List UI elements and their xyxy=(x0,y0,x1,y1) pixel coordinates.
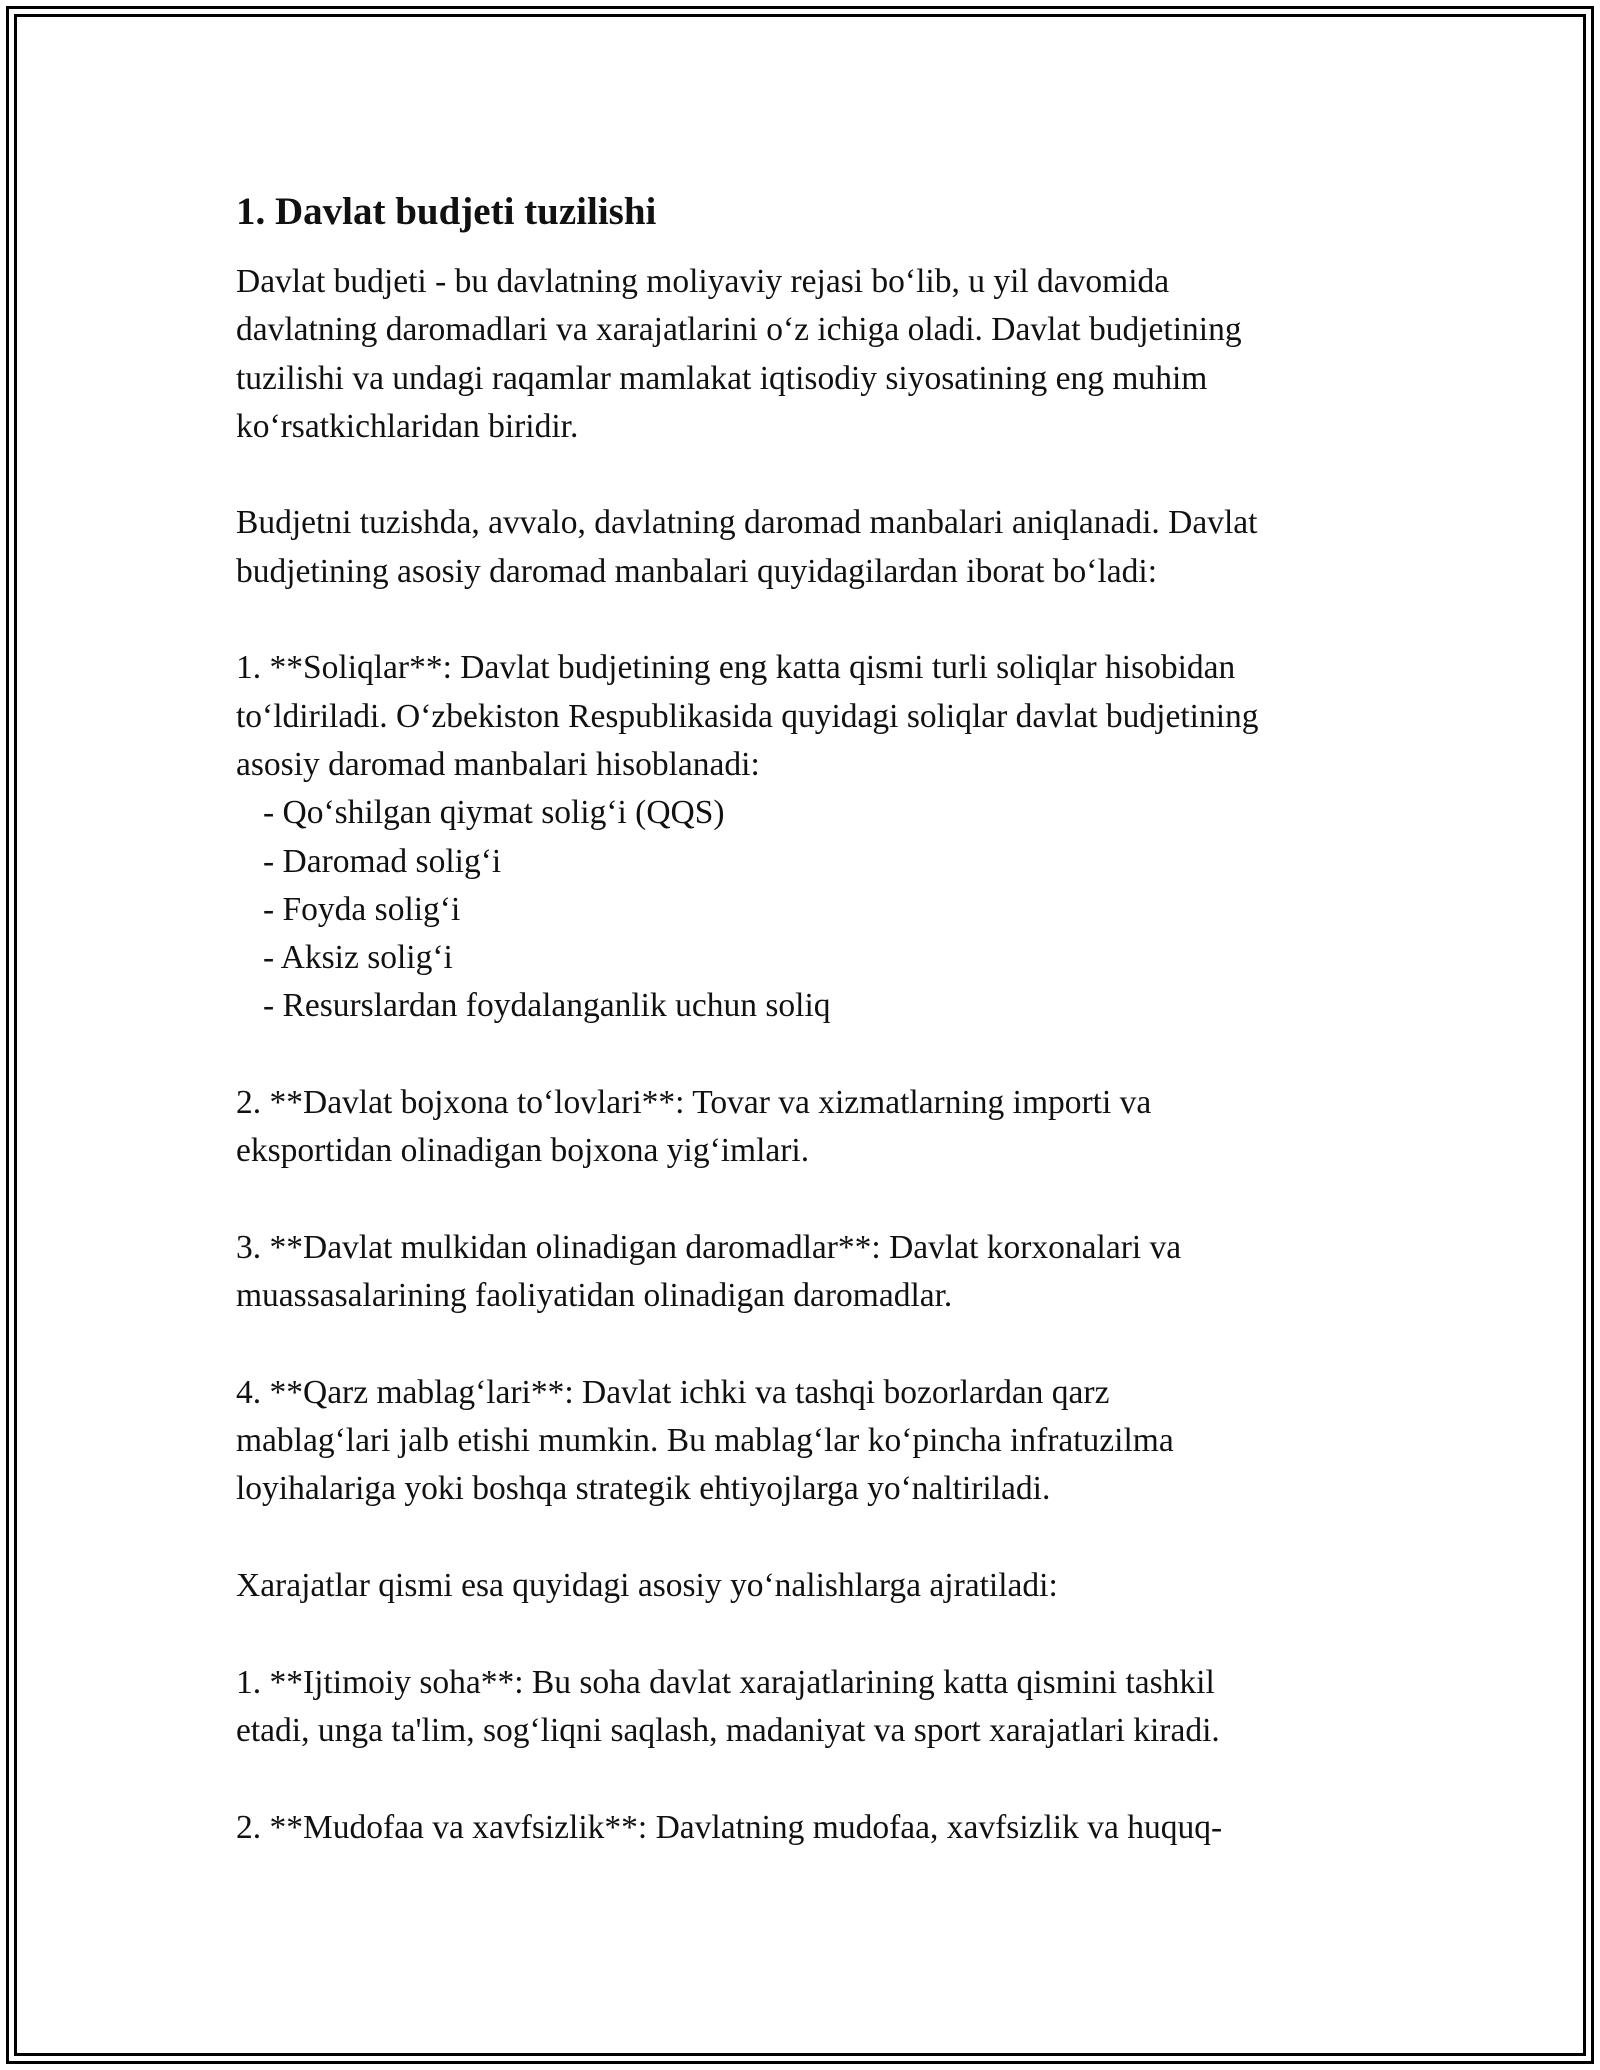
tax-list-item: - Foyda solig‘i xyxy=(263,890,461,928)
text-line: Davlat budjeti - bu davlatning moliyaviy rejasi bo‘lib, u yil davomida xyxy=(236,263,1170,300)
text-line: muassasalarining faoliyatidan olinadigan daromadlar. xyxy=(236,1277,953,1315)
expense-intro-paragraph xyxy=(236,1562,1416,1610)
section-heading: 1. Davlat budjeti tuzilishi xyxy=(236,190,657,233)
document-page xyxy=(236,186,1416,1852)
revenue-item-state-property xyxy=(236,1224,1416,1321)
tax-list-item: - Qo‘shilgan qiymat solig‘i (QQS) xyxy=(263,794,725,832)
text-line: eksportidan olinadigan bojxona yig‘imlari. xyxy=(236,1132,810,1170)
text-line: loyihalariga yoki boshqa strategik ehtiyojlarga yo‘naltiriladi. xyxy=(236,1470,1051,1508)
text-line: 3. **Davlat mulkidan olinadigan daromadlar**: Davlat korxonalari va xyxy=(236,1228,1182,1266)
expense-item-defense xyxy=(236,1804,1416,1852)
text-line: Xarajatlar qismi esa quyidagi asosiy yo‘nalishlarga ajratiladi: xyxy=(236,1567,1058,1605)
text-line: 1. **Ijtimoiy soha**: Bu soha davlat xarajatlarining katta qismini tashkil xyxy=(236,1663,1215,1701)
revenue-item-taxes xyxy=(236,644,1416,1030)
revenue-intro-paragraph xyxy=(236,499,1416,596)
text-line: etadi, unga ta'lim, sog‘liqni saqlash, madaniyat va sport xarajatlari kiradi. xyxy=(236,1711,1220,1749)
tax-list-item: - Aksiz solig‘i xyxy=(263,939,453,977)
expense-item-social xyxy=(236,1659,1416,1756)
text-line: tuzilishi va undagi raqamlar mamlakat iqtisodiy siyosatining eng muhim xyxy=(236,359,1208,397)
text-line: 2. **Mudofaa va xavfsizlik**: Davlatning mudofaa, xavfsizlik va huquq- xyxy=(236,1808,1223,1846)
tax-list xyxy=(236,789,1416,1030)
text-line: ko‘rsatkichlaridan biridir. xyxy=(236,407,579,445)
intro-paragraph xyxy=(236,258,1416,451)
text-line: Budjetni tuzishda, avvalo, davlatning daromad manbalari aniqlanadi. Davlat xyxy=(236,504,1258,542)
text-line: asosiy daromad manbalari hisoblanadi: xyxy=(236,745,760,783)
text-line: 2. **Davlat bojxona to‘lovlari**: Tovar va xizmatlarning importi va xyxy=(236,1084,1152,1122)
tax-list-item: - Resurslardan foydalanganlik uchun soliq xyxy=(263,987,831,1025)
text-line: budjetining asosiy daromad manbalari quyidagilardan iborat bo‘ladi: xyxy=(236,552,1158,590)
tax-list-item: - Daromad solig‘i xyxy=(263,842,502,880)
text-line: mablag‘lari jalb etishi mumkin. Bu mablag‘lar ko‘pincha infratuzilma xyxy=(236,1422,1174,1460)
text-line: 1. **Soliqlar**: Davlat budjetining eng katta qismi turli soliqlar hisobidan xyxy=(236,649,1236,687)
revenue-item-loans xyxy=(236,1369,1416,1514)
text-line: to‘ldiriladi. O‘zbekiston Respublikasida quyidagi soliqlar davlat budjetining xyxy=(236,697,1259,735)
text-line: 4. **Qarz mablag‘lari**: Davlat ichki va tashqi bozorlardan qarz xyxy=(236,1373,1110,1411)
text-line: davlatning daromadlari va xarajatlarini o‘z ichiga oladi. Davlat budjetining xyxy=(236,311,1242,349)
revenue-item-customs xyxy=(236,1079,1416,1176)
